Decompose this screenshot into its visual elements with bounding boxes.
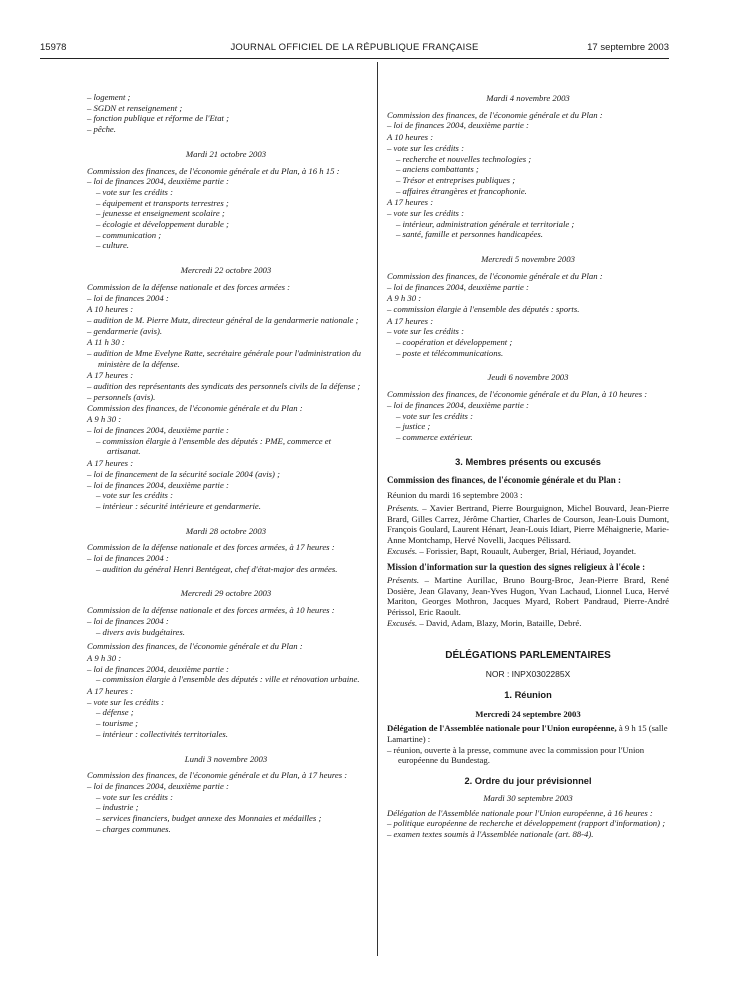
list-item: – audition de M. Pierre Mutz, directeur général de la gendarmerie nationale ; xyxy=(87,314,359,325)
list-item: – commission élargie à l'ensemble des députés : ville et rénovation urbaine. xyxy=(96,674,360,685)
commission-name: Commission des finances, de l'économie générale et du Plan : xyxy=(387,270,603,281)
list-item: – services financiers, budget annexe des Monnaies et médailles ; xyxy=(96,813,322,824)
list-item: – loi de finances 2004, deuxième partie : xyxy=(387,399,529,410)
page-number: 15978 xyxy=(40,42,67,53)
list-item: – examen textes soumis à l'Assemblée nationale (art. 88-4). xyxy=(387,828,594,839)
section-heading: 2. Ordre du jour prévisionnel xyxy=(464,776,592,787)
date-heading: Lundi 3 novembre 2003 xyxy=(184,753,268,764)
page-header xyxy=(40,42,669,58)
attendance-present: Présents. – Martine Aurillac, Bruno Bourg-Broc, Jean-Pierre Brard, René Dosière, Jean Glavany, Jean-Yves Hugon, Yvan Lachaud, Lionnel Luca, Hervé Mariton, Georges Mothron, Jacques Myard, Robert Pandraud, Pierre-André Périssol, Eric Raoult. xyxy=(387,575,669,618)
list-item: – intérieur, administration générale et territoriale ; xyxy=(396,218,575,229)
list-item: – commission élargie à l'ensemble des députés : sports. xyxy=(387,303,580,314)
date-heading: Mardi 28 octobre 2003 xyxy=(185,525,267,536)
column-divider xyxy=(377,62,378,956)
date-heading: Mardi 30 septembre 2003 xyxy=(483,792,573,803)
list-item: – culture. xyxy=(96,240,129,251)
list-item: – loi de finances 2004, deuxième partie : xyxy=(87,780,229,791)
list-item: – loi de finances 2004, deuxième partie : xyxy=(387,281,529,292)
date-heading: Mercredi 5 novembre 2003 xyxy=(481,254,575,265)
list-item: – intérieur : sécurité intérieure et gendarmerie. xyxy=(96,500,261,511)
list-item: – gendarmerie (avis). xyxy=(87,325,163,336)
nor-reference: NOR : INPX0302285X xyxy=(485,669,571,680)
left-column xyxy=(87,92,365,834)
section-heading: 1. Réunion xyxy=(504,689,552,700)
list-item: – jeunesse et enseignement scolaire ; xyxy=(96,208,225,219)
list-item: – commission élargie à l'ensemble des députés : PME, commerce et artisanat. xyxy=(96,435,331,457)
list-item: – audition de Mme Evelyne Ratte, secrétaire générale pour l'administration du ministère de la défense. xyxy=(87,348,361,369)
date-heading: Jeudi 6 novembre 2003 xyxy=(487,372,569,383)
list-item: – loi de finances 2004 : xyxy=(87,553,169,564)
commission-name: Commission des finances, de l'économie générale et du Plan, à 10 heures : xyxy=(387,389,648,400)
list-item: – loi de finances 2004, deuxième partie : xyxy=(387,120,529,131)
list-item: – divers avis budgétaires. xyxy=(96,626,185,637)
commission-name: Commission de la défense nationale et des forces armées : xyxy=(87,281,291,292)
list-item: – loi de finances 2004, deuxième partie : xyxy=(87,424,229,435)
time-label: A 9 h 30 : xyxy=(87,652,122,663)
delegations-heading: DÉLÉGATIONS PARLEMENTAIRES xyxy=(445,649,611,661)
commission-name: Commission des finances, de l'économie générale et du Plan, à 16 h 15 : xyxy=(87,165,340,176)
commission-name: Commission de la défense nationale et des forces armées, à 10 heures : xyxy=(87,605,335,616)
date-heading: Mercredi 24 septembre 2003 xyxy=(475,708,581,719)
list-item: – vote sur les crédits : xyxy=(87,696,164,707)
time-label: A 17 heures : xyxy=(87,370,134,381)
time-label: A 17 heures : xyxy=(387,315,434,326)
time-label: A 17 heures : xyxy=(87,458,134,469)
commission-title: Commission des finances, de l'économie générale et du Plan : xyxy=(387,475,621,486)
list-item: – communication ; xyxy=(96,229,162,240)
list-item: – loi de finances 2004 : xyxy=(87,292,169,303)
list-item: – vote sur les crédits : xyxy=(387,142,464,153)
list-item: – justice ; xyxy=(396,421,431,432)
list-item: – tourisme ; xyxy=(96,718,138,729)
section-heading: 3. Membres présents ou excusés xyxy=(455,456,601,467)
list-item: – coopération et développement ; xyxy=(396,337,513,348)
list-item: – loi de finances 2004, deuxième partie : xyxy=(87,176,229,187)
list-item: – défense ; xyxy=(96,707,134,718)
journal-title: JOURNAL OFFICIEL DE LA RÉPUBLIQUE FRANÇAISE xyxy=(230,42,479,53)
list-item: – commerce extérieur. xyxy=(396,431,473,442)
list-item: – loi de finances 2004 : xyxy=(87,615,169,626)
list-item: – audition des représentants des syndicats des personnels civils de la défense ; xyxy=(87,381,361,392)
list-item: – personnels (avis). xyxy=(87,391,156,402)
list-item: – pêche. xyxy=(87,124,116,135)
list-item: – intérieur : collectivités territoriales. xyxy=(96,728,228,739)
reunion-date: Réunion du mardi 16 septembre 2003 : xyxy=(387,490,523,501)
mission-title: Mission d'information sur la question des signes religieux à l'école : xyxy=(387,562,646,573)
list-item: – Trésor et entreprises publiques ; xyxy=(396,174,516,185)
commission-name: Commission des finances, de l'économie générale et du Plan : xyxy=(387,109,603,120)
date-heading: Mercredi 22 octobre 2003 xyxy=(180,265,272,276)
list-item: – vote sur les crédits : xyxy=(387,208,464,219)
time-label: A 10 heures : xyxy=(87,304,134,315)
issue-date: 17 septembre 2003 xyxy=(587,42,669,53)
time-label: A 17 heures : xyxy=(387,197,434,208)
list-item: – industrie ; xyxy=(96,802,139,813)
attendance-excused: Excusés. – Forissier, Bapt, Rouault, Auberger, Brial, Hériaud, Joyandet. xyxy=(387,545,637,556)
list-item: – réunion, ouverte à la presse, commune avec la commission pour l'Union européenne du Bundestag. xyxy=(387,744,645,766)
list-item: – poste et télécommunications. xyxy=(396,347,504,358)
date-heading: Mercredi 29 octobre 2003 xyxy=(180,588,272,599)
list-item: – santé, famille et personnes handicapées. xyxy=(396,229,543,240)
time-label: A 9 h 30 : xyxy=(87,414,122,425)
list-item: – vote sur les crédits : xyxy=(96,490,173,501)
delegation-line: Délégation de l'Assemblée nationale pour l'Union européenne, à 16 heures : xyxy=(387,807,653,818)
list-item: – politique européenne de recherche et développement (rapport d'information) ; xyxy=(387,818,666,829)
attendance-present: Présents. – Xavier Bertrand, Pierre Bourguignon, Michel Bouvard, Jean-Pierre Brard, Gilles Carrez, Jérôme Chartier, Charles de Courson, Jean-Louis Dumont, François Goulard, Laurent Hénart, Jean-Louis Idiart, Pierre Méhaignerie, Marie-Anne Montchamp, Hervé Novelli, Jacques Pélissard. xyxy=(387,502,669,545)
list-item: – affaires étrangères et francophonie. xyxy=(396,185,527,196)
date-heading: Mardi 21 octobre 2003 xyxy=(185,148,267,159)
time-label: A 9 h 30 : xyxy=(387,293,422,304)
list-item: – recherche et nouvelles technologies ; xyxy=(396,153,532,164)
time-label: A 11 h 30 : xyxy=(87,337,125,348)
date-heading: Mardi 4 novembre 2003 xyxy=(486,93,570,103)
list-item: – vote sur les crédits : xyxy=(96,186,173,197)
list-item: – loi de finances 2004, deuxième partie : xyxy=(87,479,229,490)
list-item: – charges communes. xyxy=(96,823,171,834)
list-item: – fonction publique et réforme de l'Etat ; xyxy=(87,113,230,124)
list-item: – équipement et transports terrestres ; xyxy=(96,197,229,208)
time-label: A 17 heures : xyxy=(87,686,134,697)
attendance-excused: Excusés. – David, Adam, Blazy, Morin, Bataille, Debré. xyxy=(387,617,582,628)
right-column xyxy=(387,93,669,840)
header-rule xyxy=(40,58,669,59)
commission-name: Commission des finances, de l'économie générale et du Plan : xyxy=(87,641,303,652)
list-item: – loi de finances 2004, deuxième partie : xyxy=(87,663,229,674)
commission-name: Commission des finances, de l'économie générale et du Plan, à 17 heures : xyxy=(87,770,348,781)
list-item: – vote sur les crédits : xyxy=(396,410,473,421)
list-item: – anciens combattants ; xyxy=(396,164,479,175)
list-item: – logement ; xyxy=(87,92,131,102)
list-item: – loi de financement de la sécurité sociale 2004 (avis) ; xyxy=(87,468,281,479)
commission-name: Commission des finances, de l'économie générale et du Plan : xyxy=(87,402,303,413)
time-label: A 10 heures : xyxy=(387,132,434,143)
commission-name: Commission de la défense nationale et des forces armées, à 17 heures : xyxy=(87,542,335,553)
list-item: – audition du général Henri Bentégeat, chef d'état-major des armées. xyxy=(96,563,338,574)
list-item: – vote sur les crédits : xyxy=(387,326,464,337)
delegation-line: Délégation de l'Assemblée nationale pour l'Union européenne, à 9 h 15 (salle Lamartine) : xyxy=(387,723,668,745)
list-item: – vote sur les crédits : xyxy=(96,791,173,802)
list-item: – SGDN et renseignement ; xyxy=(87,102,183,113)
list-item: – écologie et développement durable ; xyxy=(96,219,229,230)
